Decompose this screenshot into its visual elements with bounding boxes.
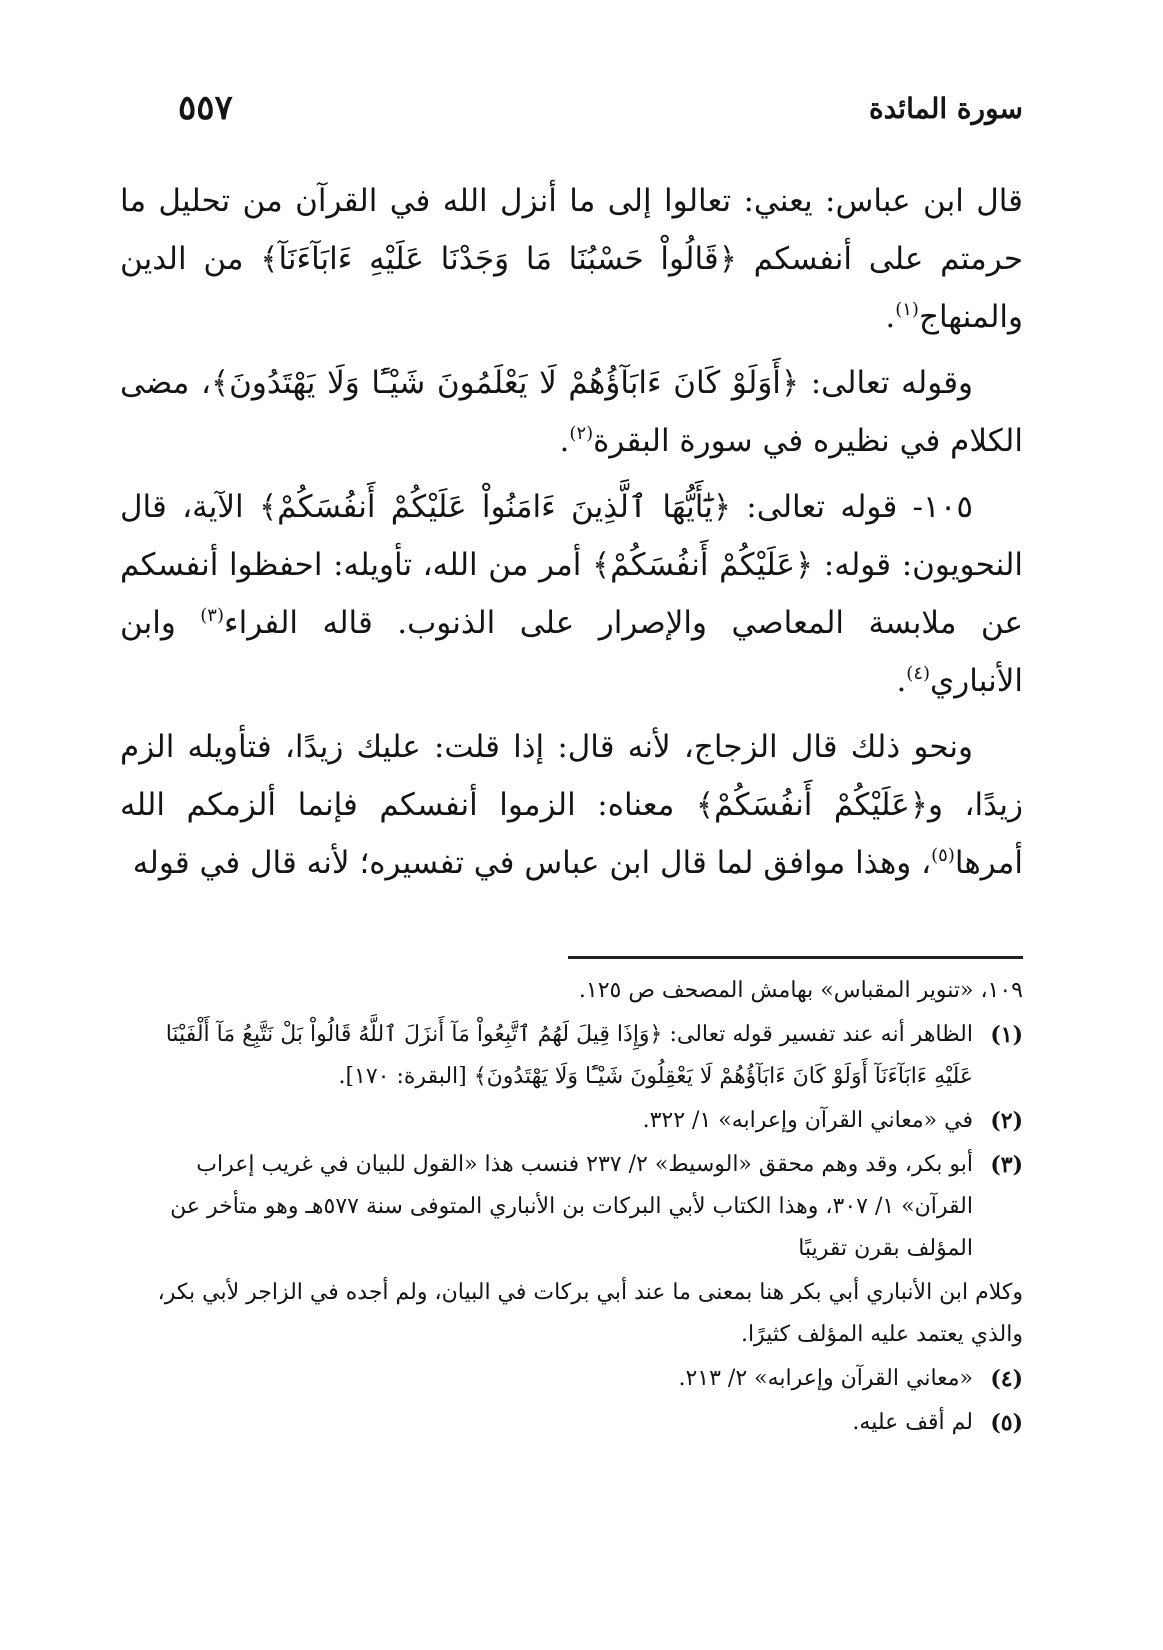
p3-text-d: وابن الأنباري: [120, 605, 1023, 699]
footnote-ref-5: (٥): [931, 845, 955, 866]
footnote-2: [120, 1100, 1023, 1142]
p4-quran-verse: ﴿عَلَيْكُمْ أَنفُسَكُمْ﴾: [695, 787, 928, 823]
main-text: [120, 172, 1023, 900]
page-header: [178, 88, 1023, 142]
p3-quran-verse-2: ﴿عَلَيْكُمْ أَنفُسَكُمْ﴾: [592, 547, 814, 583]
footnote-separator: [568, 956, 1023, 959]
footnote-carryover: [120, 970, 1023, 1012]
footnote-4-number: (٤): [990, 1366, 1023, 1392]
p3-quran-verse-1: ﴿يَٰٓأَيُّهَا ٱلَّذِينَ ءَامَنُواْ عَلَيْكُمْ أَنفُسَكُمْ﴾: [258, 489, 731, 525]
p2-text-a: وقوله تعالى:: [799, 365, 973, 401]
footnote-2-number: (٢): [990, 1108, 1023, 1134]
footnote-3-number: (٣): [990, 1152, 1023, 1178]
footnote-1-quran-verse: ﴿وَإِذَا قِيلَ لَهُمُ ٱتَّبِعُواْ مَآ أَنزَلَ ٱللَّهُ قَالُواْ بَلْ نَتَّبِعُ مَآ أَلْفَيْنَا عَلَيْهِ ءَابَآءَنَآ أَوَلَوْ كَانَ ءَابَآؤُهُمْ لَا يَعْقِلُونَ شَيْـًٔا وَلَا يَهْتَدُونَ﴾: [165, 1022, 973, 1089]
p2-text-c: .: [559, 423, 570, 459]
p3-text-c: أمر من الله، تأويله: احفظوا أنفسكم عن ملابسة المعاصي والإصرار على الذنوب. قاله الفراء: [120, 547, 1023, 641]
footnote-1-text-b: [البقرة: ١٧٠].: [338, 1064, 474, 1089]
running-header-surah: سورة المائدة: [868, 92, 1023, 125]
p1-text-b: من الدين والمنهاج: [120, 241, 1023, 335]
p4-text-b: معناه: الزموا أنفسكم فإنما ألزمكم الله أمرها: [120, 787, 1023, 881]
p4-text-a: ونحو ذلك قال الزجاج، لأنه قال: إذا قلت: عليك زيدًا، فتأويله الزم زيدًا، و: [120, 729, 1023, 823]
paragraph-1: [120, 172, 1023, 346]
p4-text-c: ، وهذا موافق لما قال ابن عباس في تفسيره؛ لأنه قال في قوله: [132, 845, 932, 881]
p3-text-b: الآية، قال النحويون: قوله:: [120, 489, 1023, 583]
footnote-ref-4: (٤): [906, 663, 931, 684]
paragraph-4: [120, 718, 1023, 892]
footnote-1-text-a: الظاهر أنه عند تفسير قوله تعالى:: [662, 1022, 973, 1047]
p1-quran-verse: ﴿قَالُواْ حَسْبُنَا مَا وَجَدْنَا عَلَيْهِ ءَابَآءَنَآ﴾: [260, 241, 737, 277]
paragraph-2: [120, 354, 1023, 470]
footnote-4-text: «معاني القرآن وإعرابه» ٢/ ٢١٣.: [678, 1366, 973, 1391]
paragraph-3: [120, 478, 1023, 710]
footnote-4: [120, 1358, 1023, 1400]
footnotes: [120, 970, 1023, 1446]
footnote-3-text: أبو بكر، وقد وهم محقق «الوسيط» ٢/ ٢٣٧ فنسب هذا «القول للبيان في غريب إعراب القرآن» ١/ ٣٠٧، وهذا الكتاب لأبي البركات بن الأنباري المتوفى سنة ٥٧٧هـ وهو متأخر عن المؤلف بقرن تقريبًا: [170, 1152, 973, 1261]
footnote-5-text: لم أقف عليه.: [852, 1410, 973, 1435]
p1-text-a: قال ابن عباس: يعني: تعالوا إلى ما أنزل الله في القرآن من تحليل ما حرمتم على أنفسكم: [120, 183, 1023, 277]
page-number: ٥٥٧: [178, 88, 233, 128]
p2-quran-verse: ﴿أَوَلَوْ كَانَ ءَابَآؤُهُمْ لَا يَعْلَمُونَ شَيْـًٔا وَلَا يَهْتَدُونَ﴾: [210, 365, 800, 401]
footnote-ref-3: (٣): [200, 605, 224, 626]
footnote-2-text: في «معاني القرآن وإعرابه» ١/ ٣٢٢.: [642, 1108, 973, 1133]
footnote-ref-2: (٢): [569, 423, 594, 444]
p1-text-c: .: [885, 299, 896, 335]
footnote-3-continuation: [120, 1272, 1023, 1356]
footnote-5: [120, 1402, 1023, 1444]
p2-text-b: ، مضى الكلام في نظيره في سورة البقرة: [120, 365, 1023, 459]
footnote-1-number: (١): [990, 1022, 1023, 1048]
p3-text-a: ١٠٥- قوله تعالى:: [731, 489, 973, 525]
footnote-1: [120, 1014, 1023, 1098]
footnote-ref-1: (١): [895, 299, 919, 320]
p3-text-e: .: [896, 663, 907, 699]
footnote-3: [120, 1144, 1023, 1270]
footnote-5-number: (٥): [990, 1410, 1023, 1436]
footnote-3-continuation-text: وكلام ابن الأنباري أبي بكر هنا بمعنى ما عند أبي بركات في البيان، ولم أجده في الزاجر لأبي بكر، والذي يعتمد عليه المؤلف كثيرًا.: [157, 1280, 1023, 1347]
footnote-carryover-text: ١٠٩، «تنوير المقباس» بهامش المصحف ص ١٢٥.: [578, 978, 1023, 1003]
